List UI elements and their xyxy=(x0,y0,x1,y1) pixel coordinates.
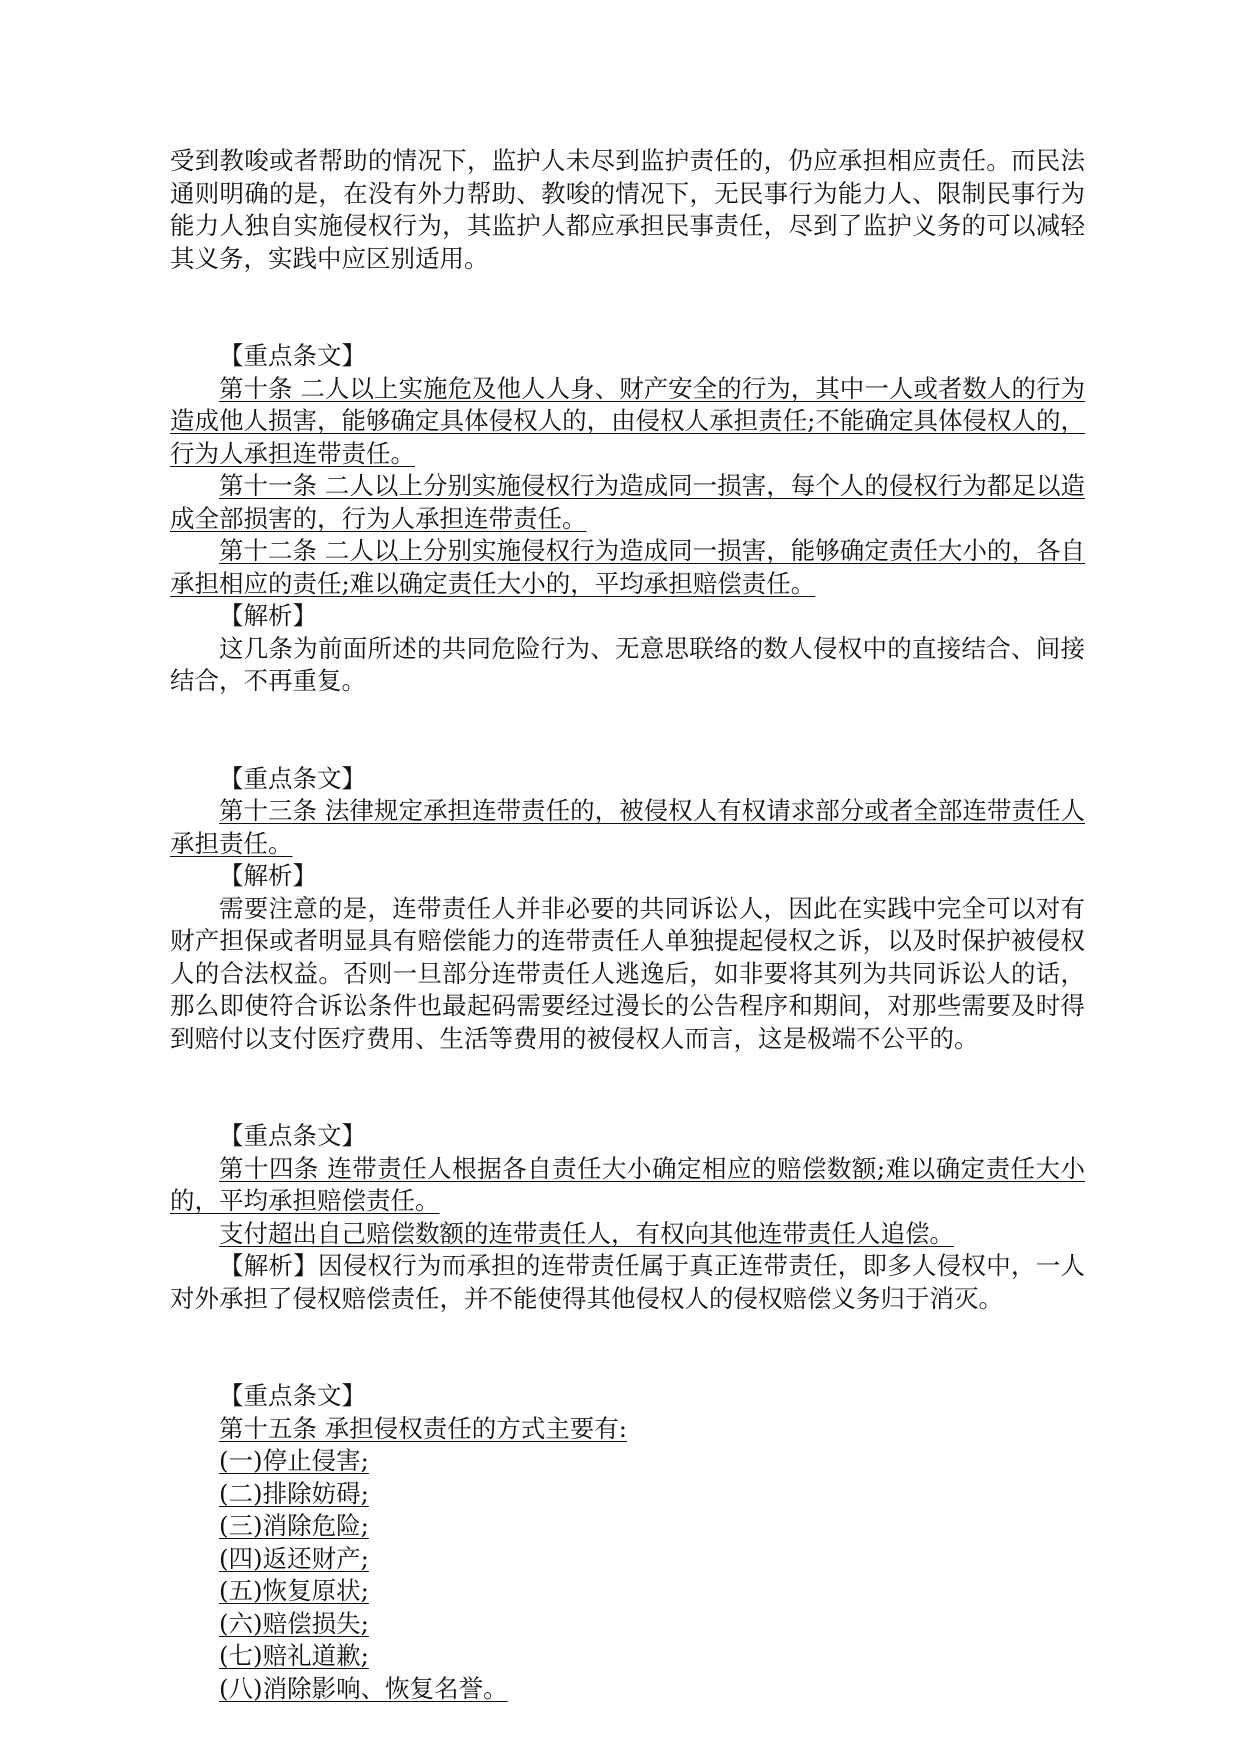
section-heading: 【重点条文】 xyxy=(219,1381,366,1410)
liability-methods-list xyxy=(170,1445,1085,1705)
article-text: 支付超出自己赔偿数额的连带责任人，有权向其他连带责任人追偿。 xyxy=(219,1218,954,1248)
list-item: (六)赔偿损失; xyxy=(219,1608,369,1638)
section-gap xyxy=(170,1055,1085,1120)
analysis-label: 【解析】 xyxy=(219,601,317,630)
list-item: (二)排除妨碍; xyxy=(219,1478,369,1508)
section-heading: 【重点条文】 xyxy=(219,763,366,793)
article-text: 第十条 二人以上实施危及他人人身、财产安全的行为，其中一人或者数人的行为造成他人损害，能够确定具体侵权人的，由侵权人承担责任;不能确定具体侵权人的，行为人承担连带责任。 xyxy=(170,373,1085,468)
article-title: 第十五条 承担侵权责任的方式主要有: xyxy=(219,1413,628,1443)
intro-paragraph: 受到教唆或者帮助的情况下，监护人未尽到监护责任的，仍应承担相应责任。而民法通则明确的是，在没有外力帮助、教唆的情况下，无民事行为能力人、限制民事行为能力人独自实施侵权行为，其监护人都应承担民事责任，尽到了监护义务的可以减轻其义务，实践中应区别适用。 xyxy=(170,146,1085,273)
analysis-label: 【解析】 xyxy=(219,861,317,890)
list-item: (五)恢复原状; xyxy=(219,1576,369,1605)
article-text: 第十三条 法律规定承担连带责任的，被侵权人有权请求部分或者全部连带责任人承担责任。 xyxy=(170,796,1085,858)
list-item: (四)返还财产; xyxy=(219,1543,369,1573)
article-text: 第十四条 连带责任人根据各自责任大小确定相应的赔偿数额;难以确定责任大小的，平均承担赔偿责任。 xyxy=(170,1153,1085,1215)
list-item: (一)停止侵害; xyxy=(219,1446,369,1475)
list-item: (三)消除危险; xyxy=(219,1511,369,1540)
list-item: (八)消除影响、恢复名誉。 xyxy=(219,1673,508,1703)
section-gap xyxy=(170,275,1085,340)
article-text: 第十二条 二人以上分别实施侵权行为造成同一损害，能够确定责任大小的，各自承担相应的责任;难以确定责任大小的，平均承担赔偿责任。 xyxy=(170,536,1085,598)
article-text: 第十一条 二人以上分别实施侵权行为造成同一损害，每个人的侵权行为都足以造成全部损害的，行为人承担连带责任。 xyxy=(170,471,1085,533)
section-heading: 【重点条文】 xyxy=(219,1121,366,1150)
analysis-text: 需要注意的是，连带责任人并非必要的共同诉讼人，因此在实践中完全可以对有财产担保或者明显具有赔偿能力的连带责任人单独提起侵权之诉，以及时保护被侵权人的合法权益。否则一旦部分连带责任人逃逸后，如非要将其列为共同诉讼人的话，那么即使符合诉讼条件也最起码需要经过漫长的公告程序和期间，对那些需要及时得到赔付以支付医疗费用、生活等费用的被侵权人而言，这是极端不公平的。 xyxy=(170,893,1085,1053)
list-item: (七)赔礼道歉; xyxy=(219,1641,369,1670)
section-gap xyxy=(170,1315,1085,1380)
document-page xyxy=(170,145,1085,1705)
analysis-label: 【解析】 xyxy=(219,1251,318,1280)
section-gap xyxy=(170,698,1085,763)
section-heading: 【重点条文】 xyxy=(219,341,366,370)
analysis-text: 这几条为前面所述的共同危险行为、无意思联络的数人侵权中的直接结合、间接结合，不再重复。 xyxy=(170,633,1085,695)
analysis-text: 因侵权行为而承担的连带责任属于真正连带责任，即多人侵权中，一人对外承担了侵权赔偿责任，并不能使得其他侵权人的侵权赔偿义务归于消灭。 xyxy=(170,1251,1085,1313)
